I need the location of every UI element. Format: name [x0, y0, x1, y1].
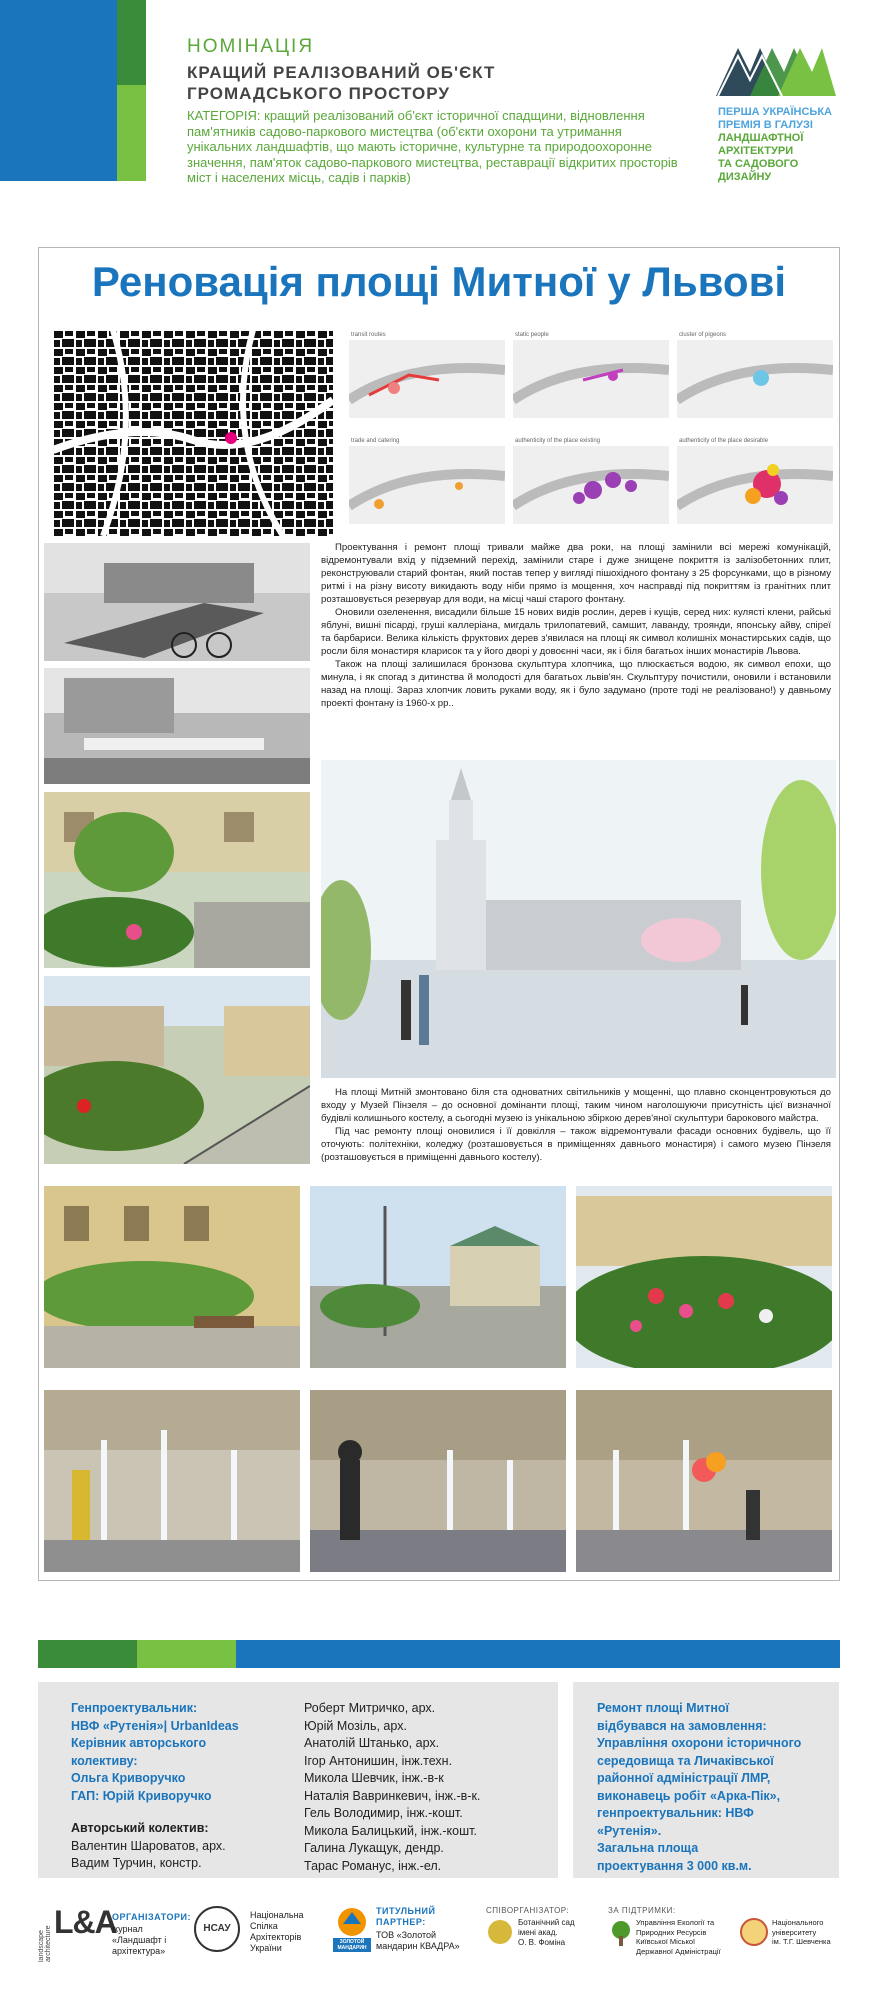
- logo-text-line: АРХІТЕКТУРИ: [718, 145, 794, 157]
- credit-line: Анатолій Штанько, арх.: [304, 1736, 440, 1750]
- logo-text-line: ПРЕМІЯ В ГАЛУЗІ: [718, 119, 813, 131]
- sup1-line: Природних Ресурсів: [636, 1927, 707, 1937]
- analysis-map-pigeons: [677, 340, 833, 418]
- credits-column-2: [304, 1700, 554, 1875]
- credit-line: Гель Володимир, інж.-кошт.: [304, 1806, 463, 1820]
- analysis-map-label: transit routes: [351, 332, 386, 338]
- nomination-title-line1: КРАЩИЙ РЕАЛІЗОВАНИЙ ОБ'ЄКТ: [187, 63, 496, 82]
- nomination-title: [187, 62, 667, 104]
- photo-benches-building: [44, 1186, 300, 1368]
- analysis-map-trade: [349, 446, 505, 524]
- nomination-title-line2: ГРОМАДСЬКОГО ПРОСТОРУ: [187, 84, 450, 103]
- coorganizer-text: [518, 1918, 575, 1948]
- la-logo-vertical: landscape architecture: [38, 1925, 52, 1962]
- project-board: [38, 247, 840, 1581]
- header-blue-block: [0, 0, 117, 181]
- analysis-map-authenticity-desirable: [677, 446, 833, 524]
- bar-dark-green: [38, 1640, 137, 1668]
- credit-line: генпроектувальник: НВФ: [597, 1806, 754, 1820]
- support-label: ЗА ПІДТРИМКИ:: [608, 1906, 676, 1915]
- logo-text-line: ТА САДОВОГО: [718, 158, 799, 170]
- credit-line: відбувався на замовлення:: [597, 1718, 767, 1733]
- org2-line: Національна: [250, 1910, 304, 1920]
- credit-line: колективу:: [71, 1753, 138, 1768]
- coorg-line: імені акад.: [518, 1928, 558, 1937]
- credit-line: «Рутенія».: [597, 1823, 662, 1838]
- title-partner-label-line: ТИТУЛЬНИЙ: [376, 1906, 436, 1916]
- figure-ground-map: [53, 330, 333, 536]
- zm-logo-line: МАНДАРИН: [337, 1945, 367, 1951]
- paragraph: Під час ремонту площі оновилися і її довкілля – також відремонтували фасади основних будівель, що її оточують: політехніки, коледжу (розташовується в приміщеннях давнього монастиря) і самого музею Пінзеля (розташовується в приміщенні давнього костелу).: [321, 1126, 831, 1163]
- sup1-line: Управління Екології та: [636, 1918, 715, 1927]
- credits-client-text: [597, 1700, 837, 1875]
- analysis-map-static: [513, 340, 669, 418]
- photo-bench-bw: [44, 543, 310, 661]
- bar-light-green: [137, 1640, 236, 1668]
- nsau-seal-icon: НСАУ: [194, 1906, 240, 1952]
- description-text-2: [321, 1086, 831, 1164]
- analysis-map-transit: [349, 340, 505, 418]
- credit-line: Микола Балицький, інж.-кошт.: [304, 1823, 477, 1838]
- photo-lamp-square: [310, 1186, 566, 1368]
- sup1-line: Київської Міської: [636, 1937, 696, 1946]
- sup2-line: Національного: [772, 1918, 824, 1927]
- credit-line: Авторський колектив:: [71, 1821, 209, 1835]
- credit-line: Роберт Митричко, арх.: [304, 1701, 436, 1715]
- analysis-map-label: cluster of pigeons: [679, 332, 727, 338]
- org1-line: «Ландшафт і: [112, 1935, 167, 1945]
- credit-line: проектування 3 000 кв.м.: [597, 1858, 752, 1873]
- partner-line: мандарин КВАДРА»: [376, 1941, 460, 1951]
- coorg-line: О. В. Фоміна: [518, 1938, 566, 1947]
- coorg-line: Ботанічний сад: [518, 1918, 575, 1927]
- logo-text-line: ЛАНДШАФТНОЇ: [718, 132, 804, 144]
- sup2-line: ім. Т.Г. Шевченка: [772, 1937, 831, 1946]
- bar-blue: [236, 1640, 840, 1668]
- partner-text: [376, 1930, 460, 1952]
- credit-line: Юрій Мозіль, арх.: [304, 1718, 407, 1733]
- credit-line: Микола Шевчик, інж.-в-к: [304, 1771, 444, 1785]
- credit-line: Валентин Шароватов, арх.: [71, 1838, 226, 1853]
- photo-stairs: [44, 976, 310, 1164]
- credit-line: районної адміністрації ЛМР,: [597, 1771, 771, 1785]
- board-title: Реновація площі Митної у Львові: [91, 258, 787, 305]
- analysis-map-label: static people: [515, 332, 549, 338]
- la-logo-icon: L&A: [54, 1904, 117, 1940]
- credit-line: Ігор Антонишин, інж.техн.: [304, 1753, 453, 1768]
- credit-line: Вадим Турчин, констр.: [71, 1856, 202, 1870]
- title-partner-label: [376, 1906, 435, 1928]
- award-logo-icon: [716, 42, 836, 100]
- photo-fountain-kids-1: [44, 1390, 300, 1572]
- analysis-map-label: authenticity of the place desirable: [679, 438, 769, 444]
- credit-line: виконавець робіт «Арка-Пік»,: [597, 1788, 781, 1803]
- credit-line: Тарас Романус, інж.-ел.: [304, 1858, 442, 1873]
- logo-text-line: ПЕРША УКРАЇНСЬКА: [718, 106, 832, 118]
- photo-fountain-balloons: [576, 1390, 832, 1572]
- org2-line: України: [250, 1943, 282, 1953]
- ecology-department-tree-icon: [610, 1920, 632, 1946]
- support1-text: [636, 1918, 721, 1956]
- credit-line: середовища та Личаківської: [597, 1753, 774, 1768]
- botanical-garden-emblem-icon: [488, 1920, 512, 1944]
- award-logo-text: [718, 106, 838, 184]
- photo-roses: [576, 1186, 832, 1368]
- description-text-1: [321, 541, 831, 710]
- zolotoy-mandarin-logo-icon: [333, 1906, 371, 1952]
- credit-line: Ремонт площі Митної: [597, 1701, 730, 1715]
- credit-line: Загальна площа: [597, 1841, 699, 1855]
- organizers-label: ОРГАНІЗАТОРИ:: [112, 1912, 191, 1922]
- analysis-map-label: trade and catering: [351, 438, 400, 444]
- university-emblem-icon: [740, 1918, 768, 1946]
- org1-line: архітектура»: [112, 1946, 166, 1956]
- partner-line: ТОВ «Золотой: [376, 1930, 437, 1940]
- coorganizer-label: СПІВОРГАНІЗАТОР:: [486, 1906, 570, 1915]
- credit-line: Керівник авторського: [71, 1736, 207, 1750]
- paragraph: Також на площі залишилася бронзова скульптура хлопчика, що плюскається водою, як символ епохи, що минула, і як спогад з дитинства й молодості для багатьох львів'ян. Скульптуру почистили, оновили і встановили назад на площі. Зараз хлопчик ловить руками воду, як і було задумано (проте тоді не реалізовано!) у давньому проекті фонтану із 1960-х рр..: [321, 659, 831, 709]
- credit-line: Галина Лукащук, дендр.: [304, 1841, 444, 1855]
- paragraph: Проектування і ремонт площі тривали майже два роки, на площі замінили всі мережі комунікацій, відремонтували вхід у підземний перехід, замінили старе і дуже знищене покриття із залізобетонних плит, реконструювали старий фонтан, який постав тепер у вигляді пішохідного фонтану з 25 форсунками, що в різному ритмі і на різну висоту викидають воду ніби прямо із мощення, хоч насправді під покриттям із гранітних плит розташовується резервуар для води, на місці чаші старого фонтану.: [321, 542, 831, 605]
- credit-line: ГАП: Юрій Криворучко: [71, 1788, 212, 1803]
- credit-line: Наталія Вавринкевич, інж.-в-к.: [304, 1788, 481, 1803]
- nomination-category: КАТЕГОРІЯ: кращий реалізований об'єкт історичної спадщини, відновлення пам'ятників садово-паркового мистецтва (об'єкти охорони та утримання унікальних ландшафтів, що мають історичне, культурне та природоохоронне значення, пам'яток садово-паркового мистецтва, реставрації відкритих просторів міст і населених місць, садів і парків): [187, 108, 678, 185]
- org2-text: [250, 1910, 304, 1954]
- nomination-label: НОМІНАЦІЯ: [187, 36, 315, 57]
- support2-text: [772, 1918, 831, 1947]
- photo-fountain-sculpture: [310, 1390, 566, 1572]
- paragraph: На площі Митній змонтовано біля ста одноватних світильників у мощенні, що плавно сконцентровуються до входу у Музей Пінзеля – до основної домінанти площі, таким чином наголошуючи присутність цієї визначної будівлі колишнього костелу, а сьогодні музею із унікальною збіркою дерев'яної скульптури барокового майстра.: [321, 1087, 831, 1124]
- org1-text: [112, 1924, 166, 1957]
- credit-line: Генпроектувальник:: [71, 1701, 198, 1715]
- paragraph: Оновили озеленення, висадили більше 15 нових видів рослин, дерев і кущів, серед них: кулясті клени, райські яблуні, вишні пісарді, груші каллеріана, мигдаль трилопатевий, самшит, лаванду, троянди, японську айву, спіреї та барбариси. Велика кількість фруктових дерев з'явилася на площі як символ колишніх монастирських садів, що росли біля монастиря кларисок та у його дворі у довоєнні часи, як і біля багатьох інших монастирів Львова.: [321, 607, 831, 657]
- header-light-green-block: [117, 85, 146, 181]
- credits-column-1: [71, 1700, 291, 1873]
- org1-line: журнал: [112, 1924, 143, 1934]
- analysis-map-label: authenticity of the place existing: [515, 438, 601, 444]
- credit-line: НВФ «Рутенія»| UrbanIdeas: [71, 1718, 239, 1733]
- credit-line: Управління охорони історичного: [597, 1736, 802, 1750]
- logo-text-line: ДИЗАЙНУ: [718, 171, 772, 183]
- header-dark-green-block: [117, 0, 146, 85]
- sup2-line: університету: [772, 1927, 817, 1937]
- credit-line: Ольга Криворучко: [71, 1771, 186, 1785]
- render-main-square: [321, 760, 836, 1078]
- org2-line: Спілка: [250, 1921, 278, 1931]
- sup1-line: Державної Адміністрації: [636, 1946, 721, 1956]
- zm-logo-line: ЗОЛОТОЙ: [339, 1939, 365, 1945]
- title-partner-label-line: ПАРТНЕР:: [376, 1917, 426, 1927]
- analysis-map-authenticity-existing: [513, 446, 669, 524]
- photo-garden-bench: [44, 792, 310, 968]
- org2-line: Архітекторів: [250, 1932, 302, 1942]
- photo-square-bw: [44, 668, 310, 784]
